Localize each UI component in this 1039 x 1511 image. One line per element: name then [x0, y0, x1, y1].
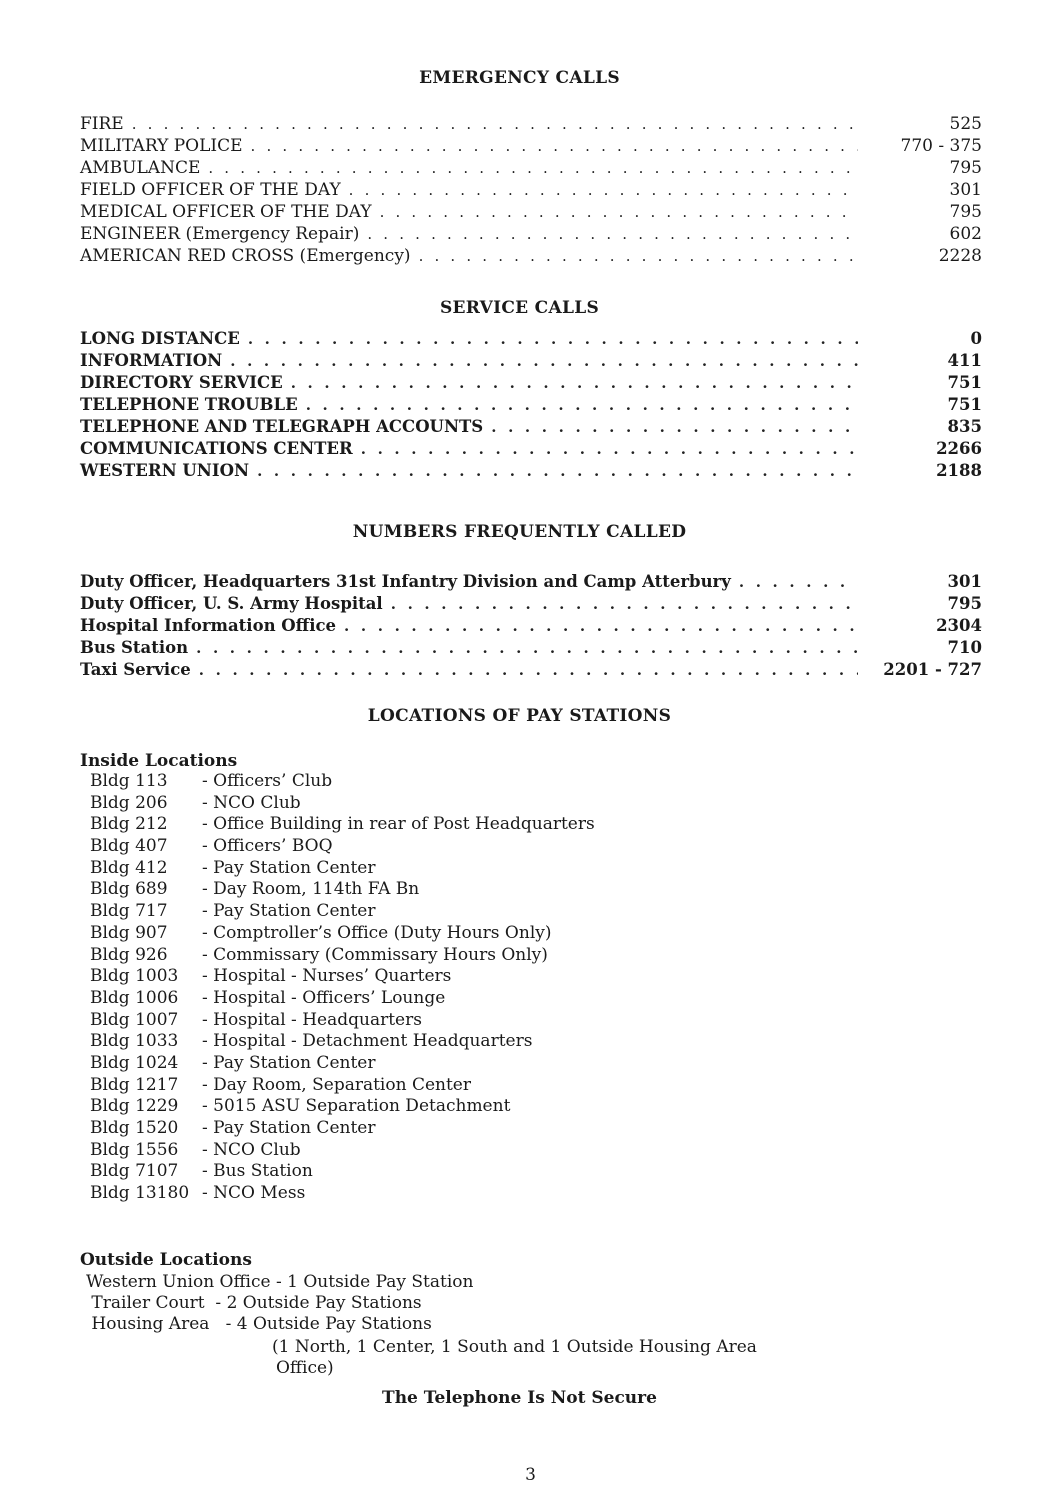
outside-location-item: Western Union Office - 1 Outside Pay Station: [86, 1272, 474, 1292]
location-item: [90, 1118, 595, 1140]
row-label: Taxi Service: [80, 660, 191, 679]
frequent-numbers-list: [80, 571, 982, 681]
row-number: 2304: [936, 616, 982, 635]
location-description: - 5015 ASU Separation Detachment: [202, 1096, 511, 1117]
row-label: AMERICAN RED CROSS (Emergency): [80, 246, 411, 266]
dot-leader: [196, 637, 858, 659]
building-number: Bldg 206: [90, 792, 168, 813]
service-row: [80, 394, 982, 416]
service-row: [80, 372, 982, 394]
location-item: [90, 1096, 595, 1118]
row-number: 0: [970, 329, 982, 348]
location-item: [90, 1183, 595, 1205]
inside-locations-list: [90, 771, 595, 1205]
row-label: MILITARY POLICE: [80, 136, 243, 156]
dot-leader: [251, 135, 858, 157]
frequent-row: [80, 571, 982, 593]
row-label: DIRECTORY SERVICE: [80, 373, 283, 392]
location-item: [90, 814, 595, 836]
dot-leader: [344, 615, 858, 637]
frequent-numbers-title: NUMBERS FREQUENTLY CALLED: [352, 522, 687, 542]
dot-leader: [380, 201, 858, 223]
location-description: - NCO Mess: [202, 1183, 306, 1204]
service-calls-title: SERVICE CALLS: [439, 298, 600, 318]
row-number: 2201 - 727: [883, 660, 982, 679]
building-number: Bldg 1556: [90, 1139, 179, 1160]
location-item: [90, 988, 595, 1010]
location-description: - Officers’ Club: [202, 771, 333, 791]
dot-leader: [230, 350, 858, 372]
location-description: - Hospital - Detachment Headquarters: [202, 1031, 533, 1052]
row-label: TELEPHONE AND TELEGRAPH ACCOUNTS: [80, 417, 484, 436]
row-label: MEDICAL OFFICER OF THE DAY: [80, 202, 372, 222]
dot-leader: [391, 593, 858, 615]
location-description: - Pay Station Center: [202, 857, 376, 878]
location-description: - NCO Club: [202, 792, 301, 813]
building-number: Bldg 717: [90, 901, 168, 922]
row-label: ENGINEER (Emergency Repair): [80, 224, 360, 244]
location-item: [90, 1140, 595, 1162]
row-label: Duty Officer, Headquarters 31st Infantry Division and Camp Atterbury: [80, 572, 731, 591]
emergency-row: [80, 113, 982, 135]
building-number: Bldg 689: [90, 879, 168, 900]
location-item: [90, 771, 595, 793]
building-number: Bldg 1033: [90, 1031, 179, 1052]
location-item: [90, 1031, 595, 1053]
row-number: 602: [949, 224, 982, 244]
frequent-row: [80, 637, 982, 659]
row-label: Bus Station: [80, 638, 189, 657]
location-description: - Hospital - Officers’ Lounge: [202, 987, 446, 1008]
row-label: FIELD OFFICER OF THE DAY: [80, 180, 341, 200]
location-item: [90, 945, 595, 967]
row-number: 710: [947, 638, 982, 657]
building-number: Bldg 1520: [90, 1118, 179, 1138]
location-item: [90, 1053, 595, 1075]
dot-leader: [367, 223, 858, 245]
row-number: 795: [949, 202, 982, 222]
row-number: 770 - 375: [900, 136, 982, 156]
emergency-calls-list: [80, 113, 982, 267]
emergency-row: [80, 245, 982, 267]
dot-leader: [306, 394, 858, 416]
page-number: 3: [525, 1465, 536, 1485]
row-label: AMBULANCE: [80, 158, 201, 178]
building-number: Bldg 412: [90, 857, 168, 878]
outside-location-item: Trailer Court - 2 Outside Pay Stations: [86, 1293, 422, 1313]
location-item: [90, 966, 595, 988]
dot-leader: [248, 328, 858, 350]
building-number: Bldg 1003: [90, 966, 179, 987]
location-item: [90, 1161, 595, 1183]
inside-locations-heading: Inside Locations: [80, 751, 238, 771]
emergency-row: [80, 179, 982, 201]
row-number: 751: [947, 373, 982, 392]
housing-area-note: [272, 1337, 812, 1379]
location-description: - Officers’ BOQ: [202, 836, 333, 857]
row-number: 795: [949, 158, 982, 178]
location-description: - Pay Station Center: [202, 1052, 376, 1073]
row-number: 301: [947, 572, 982, 591]
row-label: Hospital Information Office: [80, 616, 337, 635]
outside-locations-heading: Outside Locations: [80, 1250, 252, 1270]
location-description: - Day Room, Separation Center: [202, 1074, 471, 1095]
note-line: Office): [276, 1358, 334, 1378]
outside-location-item: Housing Area - 4 Outside Pay Stations: [86, 1314, 432, 1334]
row-label: TELEPHONE TROUBLE: [80, 395, 298, 414]
location-description: - Office Building in rear of Post Headquarters: [202, 814, 595, 835]
location-item: [90, 1075, 595, 1097]
service-row: [80, 416, 982, 438]
pay-stations-title: LOCATIONS OF PAY STATIONS: [367, 706, 672, 726]
location-description: - Pay Station Center: [202, 1118, 376, 1138]
dot-leader: [419, 245, 858, 267]
building-number: Bldg 113: [90, 771, 168, 791]
service-row: [80, 438, 982, 460]
frequent-row: [80, 615, 982, 637]
row-number: 835: [947, 417, 982, 436]
location-description: - Hospital - Headquarters: [202, 1009, 422, 1030]
location-item: [90, 901, 595, 923]
dot-leader: [199, 659, 858, 681]
dot-leader: [739, 571, 858, 593]
building-number: Bldg 13180: [90, 1183, 190, 1204]
building-number: Bldg 1229: [90, 1096, 179, 1117]
row-number: 2188: [936, 461, 982, 480]
building-number: Bldg 7107: [90, 1161, 179, 1182]
row-label: LONG DISTANCE: [80, 329, 240, 348]
service-row: [80, 328, 982, 350]
emergency-row: [80, 201, 982, 223]
row-label: COMMUNICATIONS CENTER: [80, 439, 353, 458]
building-number: Bldg 1024: [90, 1052, 179, 1073]
row-label: Duty Officer, U. S. Army Hospital: [80, 594, 383, 613]
building-number: Bldg 907: [90, 922, 168, 943]
location-description: - Commissary (Commissary Hours Only): [202, 944, 548, 965]
service-calls-list: [80, 328, 982, 482]
row-number: 525: [949, 114, 982, 134]
row-number: 751: [947, 395, 982, 414]
emergency-row: [80, 135, 982, 157]
row-number: 2228: [938, 246, 982, 266]
row-number: 795: [947, 594, 982, 613]
emergency-calls-title: EMERGENCY CALLS: [419, 68, 620, 88]
building-number: Bldg 1217: [90, 1074, 179, 1095]
row-label: INFORMATION: [80, 351, 223, 370]
dot-leader: [491, 416, 858, 438]
row-number: 2266: [936, 439, 982, 458]
building-number: Bldg 407: [90, 836, 168, 857]
location-item: [90, 858, 595, 880]
frequent-row: [80, 659, 982, 681]
row-label: FIRE: [80, 114, 124, 134]
building-number: Bldg 212: [90, 814, 168, 835]
dot-leader: [132, 113, 858, 135]
location-description: - Hospital - Nurses’ Quarters: [202, 966, 452, 987]
dot-leader: [291, 372, 858, 394]
location-item: [90, 836, 595, 858]
location-item: [90, 879, 595, 901]
note-line: (1 North, 1 Center, 1 South and 1 Outside Housing Area: [272, 1337, 757, 1357]
row-number: 411: [947, 351, 982, 370]
security-notice: The Telephone Is Not Secure: [382, 1388, 657, 1408]
dot-leader: [208, 157, 858, 179]
service-row: [80, 350, 982, 372]
location-item: [90, 1010, 595, 1032]
location-item: [90, 923, 595, 945]
dot-leader: [257, 460, 858, 482]
building-number: Bldg 1006: [90, 987, 179, 1008]
emergency-row: [80, 223, 982, 245]
service-row: [80, 460, 982, 482]
location-description: - Day Room, 114th FA Bn: [202, 879, 420, 900]
row-label: WESTERN UNION: [80, 461, 250, 480]
building-number: Bldg 926: [90, 944, 168, 965]
location-description: - Comptroller’s Office (Duty Hours Only): [202, 922, 552, 943]
building-number: Bldg 1007: [90, 1009, 179, 1030]
dot-leader: [361, 438, 858, 460]
location-description: - NCO Club: [202, 1139, 301, 1160]
outside-locations-list: [86, 1272, 473, 1335]
frequent-row: [80, 593, 982, 615]
location-description: - Pay Station Center: [202, 901, 376, 922]
row-number: 301: [949, 180, 982, 200]
location-description: - Bus Station: [202, 1161, 313, 1182]
emergency-row: [80, 157, 982, 179]
dot-leader: [349, 179, 858, 201]
location-item: [90, 793, 595, 815]
